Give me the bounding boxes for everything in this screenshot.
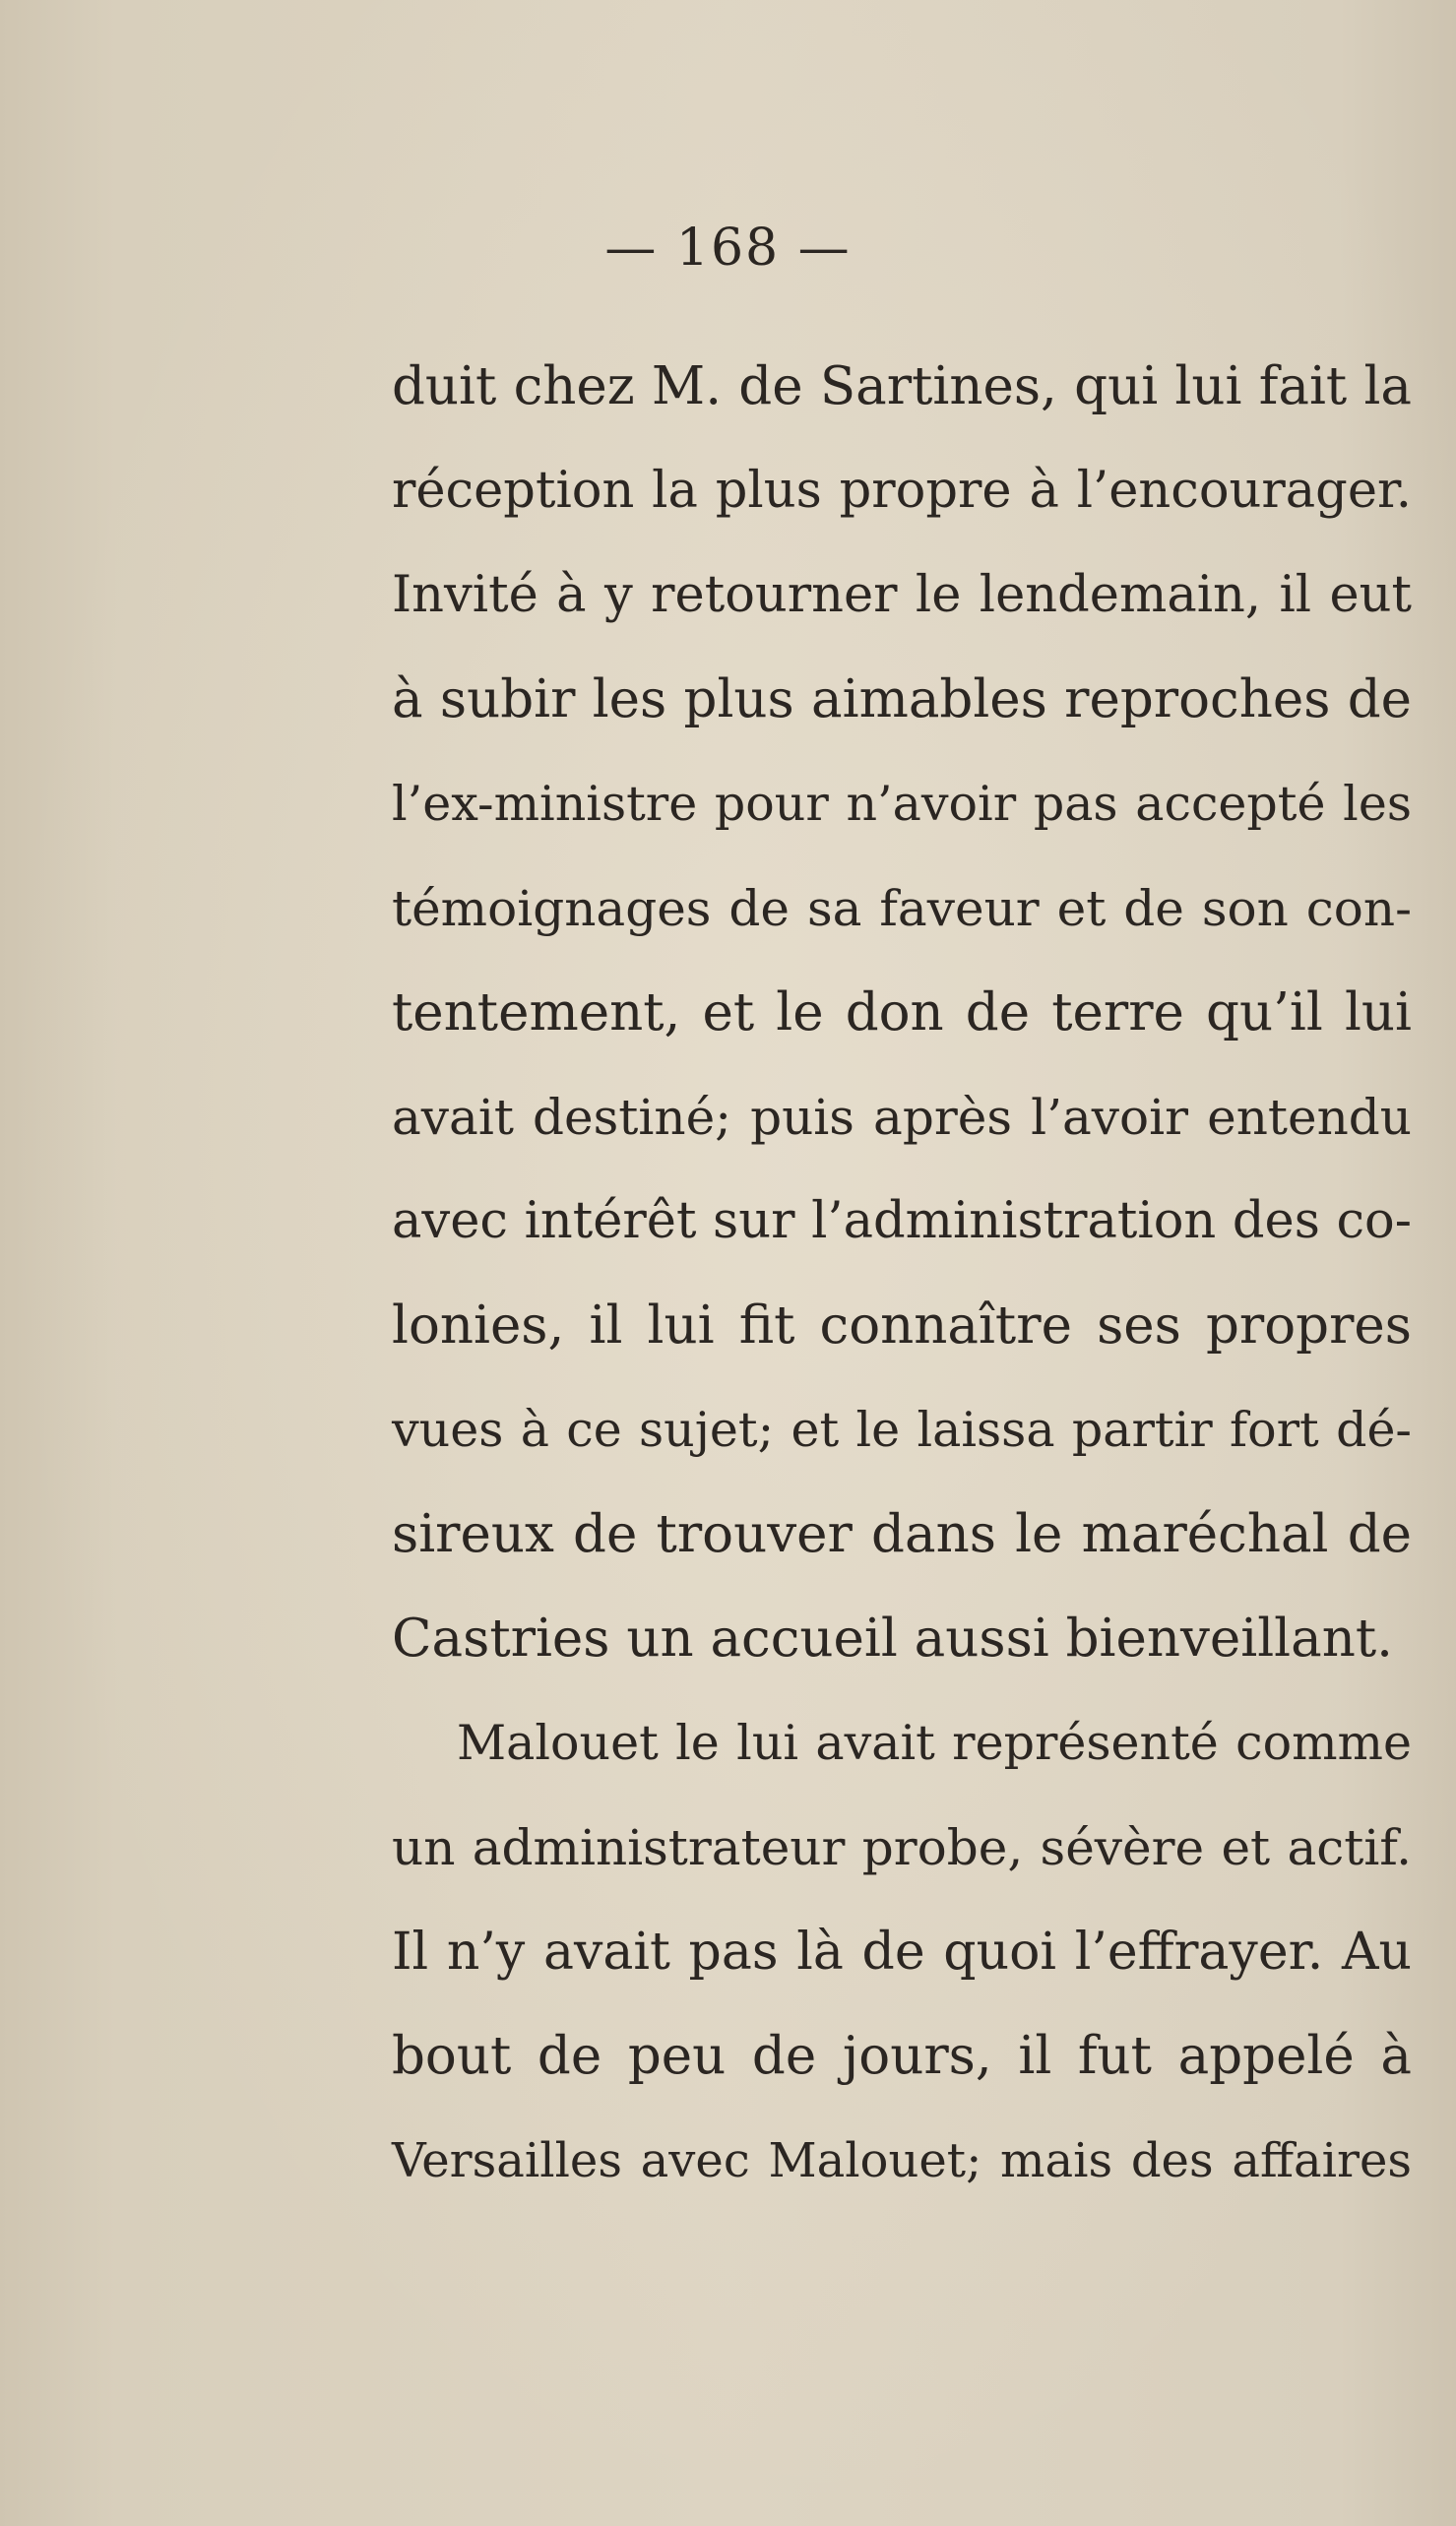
text-line: Invité à y retourner le lendemain, il eut xyxy=(392,566,1412,624)
body-text xyxy=(392,335,1412,2213)
page-number: — 168 — xyxy=(604,219,852,278)
text-line: lonies, il lui fit connaître ses propres xyxy=(392,1295,1412,1356)
text-line: Versailles avec Malouet; mais des affaires xyxy=(392,2133,1412,2188)
text-line: témoignages de sa faveur et de son con- xyxy=(392,880,1412,937)
paragraph-end-line: Castries un accueil aussi bienveillant. xyxy=(392,1609,1394,1669)
text-line: un administrateur probe, sévère et actif. xyxy=(392,1819,1412,1876)
text-line: avec intérêt sur l’administration des co- xyxy=(392,1192,1412,1250)
text-line: à subir les plus aimables reproches de xyxy=(392,669,1412,729)
text-line: sireux de trouver dans le maréchal de xyxy=(392,1504,1412,1564)
text-line: vues à ce sujet; et le laissa partir fort dé- xyxy=(392,1402,1412,1458)
text-line: tentement, et le don de terre qu’il lui xyxy=(392,982,1412,1042)
text-line: Il n’y avait pas là de quoi l’effrayer. Au xyxy=(392,1923,1412,1982)
paragraph-start-line: Malouet le lui avait représenté comme xyxy=(457,1715,1412,1771)
text-line: réception la plus propre à l’encourager. xyxy=(392,462,1412,520)
text-line: bout de peu de jours, il fut appelé à xyxy=(392,2026,1412,2086)
text-line: duit chez M. de Sartines, qui lui fait la xyxy=(392,356,1412,416)
text-line: avait destiné; puis après l’avoir entendu xyxy=(392,1089,1412,1146)
text-line: l’ex-ministre pour n’avoir pas accepté les xyxy=(392,776,1412,832)
